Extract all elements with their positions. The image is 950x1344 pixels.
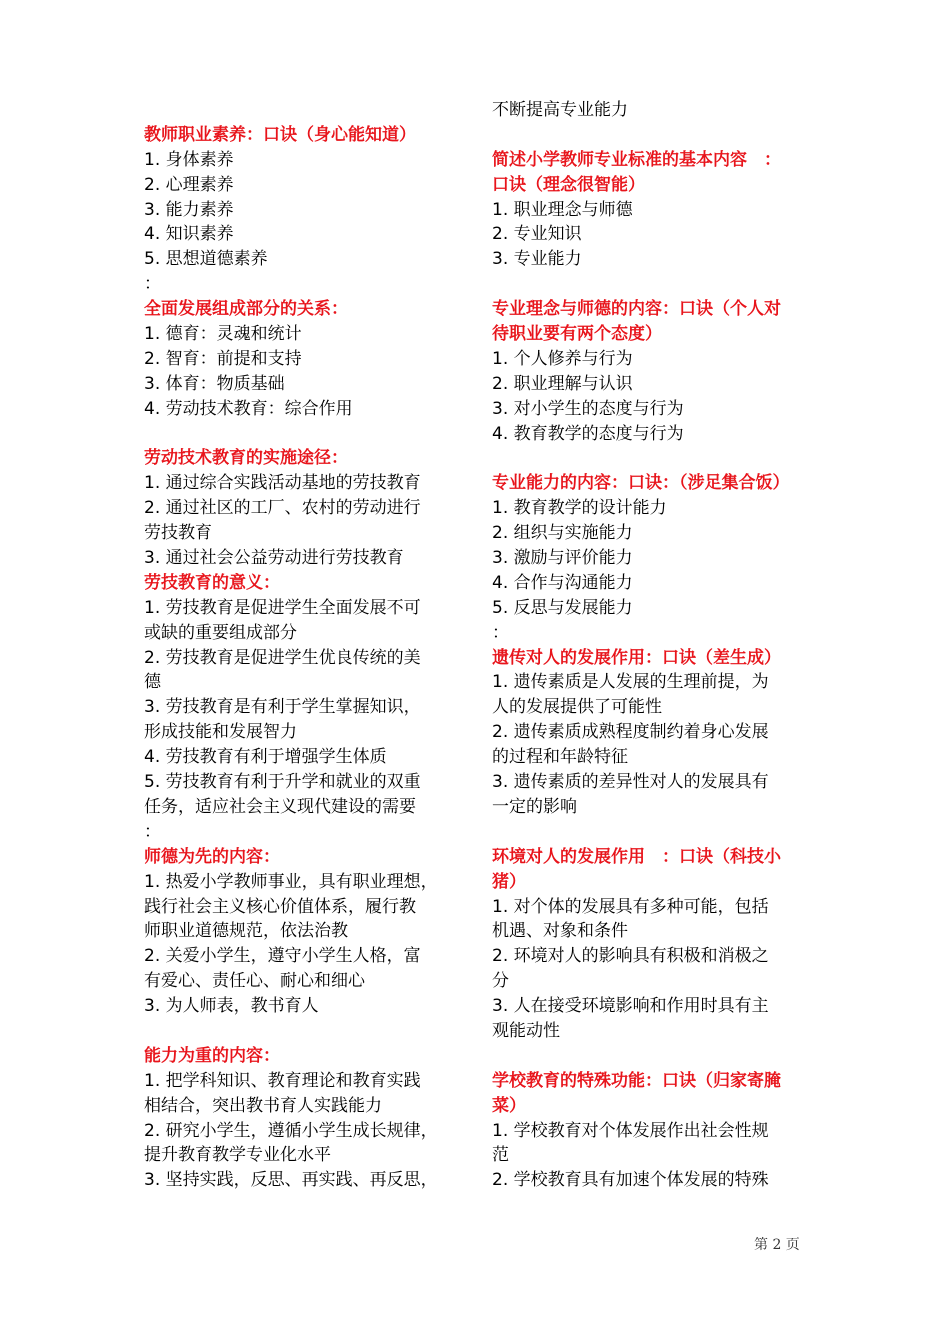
text-line: 1. 学校教育对个体发展作出社会性规 <box>492 1120 769 1141</box>
section-heading: 教师职业素养：口诀（身心能知道） <box>144 124 416 145</box>
section-heading: 能力为重的内容： <box>144 1045 280 1066</box>
text-line: 2. 智育：前提和支持 <box>144 348 302 369</box>
section-heading: 师德为先的内容： <box>144 846 280 867</box>
text-line: 1. 通过综合实践活动基地的劳技教育 <box>144 473 421 494</box>
section-heading: 菜） <box>492 1095 526 1116</box>
text-line: 3. 人在接受环境影响和作用时具有主 <box>492 996 769 1017</box>
text-line: 5. 思想道德素养 <box>144 249 268 270</box>
section-heading: 全面发展组成部分的关系： <box>144 299 348 320</box>
text-line: 2. 组织与实施能力 <box>492 523 633 544</box>
text-line: 2. 心理素养 <box>144 174 234 195</box>
spacer <box>144 98 460 123</box>
text-line: 3. 对小学生的态度与行为 <box>492 398 684 419</box>
text-line: 3. 为人师表，教书育人 <box>144 996 319 1017</box>
text-line: 任务，适应社会主义现代建设的需要 <box>144 796 416 817</box>
section-heading: 学校教育的特殊功能：口诀（归家寄腌 <box>492 1070 781 1091</box>
text-line: 2. 学校教育具有加速个体发展的特殊 <box>492 1170 769 1191</box>
text-line: 4. 劳动技术教育：综合作用 <box>144 398 353 419</box>
text-line: 践行社会主义核心价值体系，履行教 <box>144 896 416 917</box>
spacer <box>144 422 460 447</box>
text-line: 2. 通过社区的工厂、农村的劳动进行 <box>144 498 421 519</box>
text-line: 2. 劳技教育是促进学生优良传统的美 <box>144 647 421 668</box>
text-line: 形成技能和发展智力 <box>144 722 297 743</box>
text-line: 2. 遗传素质成熟程度制约着身心发展 <box>492 722 769 743</box>
text-line: 2. 关爱小学生，遵守小学生人格，富 <box>144 946 421 967</box>
text-line: 5. 劳技教育有利于升学和就业的双重 <box>144 772 421 793</box>
text-line: ： <box>144 821 161 842</box>
text-line: 1. 对个体的发展具有多种可能，包括 <box>492 896 769 917</box>
text-line: 1. 劳技教育是促进学生全面发展不可 <box>144 597 421 618</box>
text-line: 2. 环境对人的影响具有积极和消极之 <box>492 946 769 967</box>
section-heading: 劳动技术教育的实施途径： <box>144 448 348 469</box>
text-line: 劳技教育 <box>144 523 212 544</box>
left-column <box>144 98 460 1193</box>
section-heading: 待职业要有两个态度） <box>492 324 662 345</box>
spacer <box>492 1044 808 1069</box>
text-line: 4. 劳技教育有利于增强学生体质 <box>144 747 387 768</box>
text-line: 1. 个人修养与行为 <box>492 348 633 369</box>
text-line: 3. 体育：物质基础 <box>144 373 285 394</box>
text-line: 1. 把学科知识、教育理论和教育实践 <box>144 1070 421 1091</box>
text-line: 3. 劳技教育是有利于学生掌握知识， <box>144 697 421 718</box>
section-heading: 专业理念与师德的内容：口诀（个人对 <box>492 299 781 320</box>
section-heading: 遗传对人的发展作用：口诀（差生成） <box>492 647 781 668</box>
right-column <box>492 98 808 1193</box>
page-number: 第 2 页 <box>754 1237 800 1253</box>
spacer <box>492 820 808 845</box>
text-line: ： <box>492 622 509 643</box>
text-line: 或缺的重要组成部分 <box>144 622 297 643</box>
text-line: 1. 教育教学的设计能力 <box>492 498 667 519</box>
section-heading: 劳技教育的意义： <box>144 572 280 593</box>
text-line: 的过程和年龄特征 <box>492 747 628 768</box>
section-heading: 专业能力的内容：口诀：（涉足集合饭） <box>492 473 790 494</box>
text-line: 2. 职业理解与认识 <box>492 373 633 394</box>
text-line: 4. 教育教学的态度与行为 <box>492 423 684 444</box>
text-line: 观能动性 <box>492 1020 560 1041</box>
text-line: 5. 反思与发展能力 <box>492 597 633 618</box>
text-line: 4. 合作与沟通能力 <box>492 572 633 593</box>
text-line: 1. 热爱小学教师事业，具有职业理想， <box>144 871 438 892</box>
text-line: 师职业道德规范，依法治教 <box>144 921 348 942</box>
text-line: 2. 专业知识 <box>492 224 582 245</box>
text-line: 人的发展提供了可能性 <box>492 697 662 718</box>
text-line: 有爱心、责任心、耐心和细心 <box>144 971 365 992</box>
spacer <box>492 446 808 471</box>
text-line: 3. 坚持实践，反思、再实践、再反思， <box>144 1170 438 1191</box>
text-line: 提升教育教学专业化水平 <box>144 1145 331 1166</box>
section-heading: 口诀（理念很智能） <box>492 174 645 195</box>
text-line: 1. 德育：灵魂和统计 <box>144 324 302 345</box>
text-line: 3. 通过社会公益劳动进行劳技教育 <box>144 548 404 569</box>
spacer <box>492 272 808 297</box>
section-heading: 简述小学教师专业标准的基本内容 ： <box>492 149 781 170</box>
text-line: 4. 知识素养 <box>144 224 234 245</box>
text-line: 德 <box>144 672 161 693</box>
text-line: 1. 遗传素质是人发展的生理前提，为 <box>492 672 769 693</box>
text-line: 3. 遗传素质的差异性对人的发展具有 <box>492 772 769 793</box>
text-line: 3. 激励与评价能力 <box>492 548 633 569</box>
text-line: 不断提高专业能力 <box>492 100 628 120</box>
text-line: 3. 专业能力 <box>492 249 582 270</box>
section-heading: 环境对人的发展作用 ：口诀（科技小 <box>492 846 781 867</box>
text-line: 范 <box>492 1145 509 1166</box>
text-line: 1. 身体素养 <box>144 149 234 170</box>
text-line: 相结合，突出教书育人实践能力 <box>144 1095 382 1116</box>
text-line: 1. 职业理念与师德 <box>492 199 633 220</box>
text-line: 2. 研究小学生，遵循小学生成长规律， <box>144 1120 438 1141</box>
spacer <box>144 1019 460 1044</box>
text-line: 机遇、对象和条件 <box>492 921 628 942</box>
text-line: ： <box>144 274 161 295</box>
text-line: 3. 能力素养 <box>144 199 234 220</box>
text-line: 分 <box>492 971 509 992</box>
spacer <box>492 123 808 148</box>
text-line: 一定的影响 <box>492 796 577 817</box>
section-heading: 猪） <box>492 871 526 892</box>
